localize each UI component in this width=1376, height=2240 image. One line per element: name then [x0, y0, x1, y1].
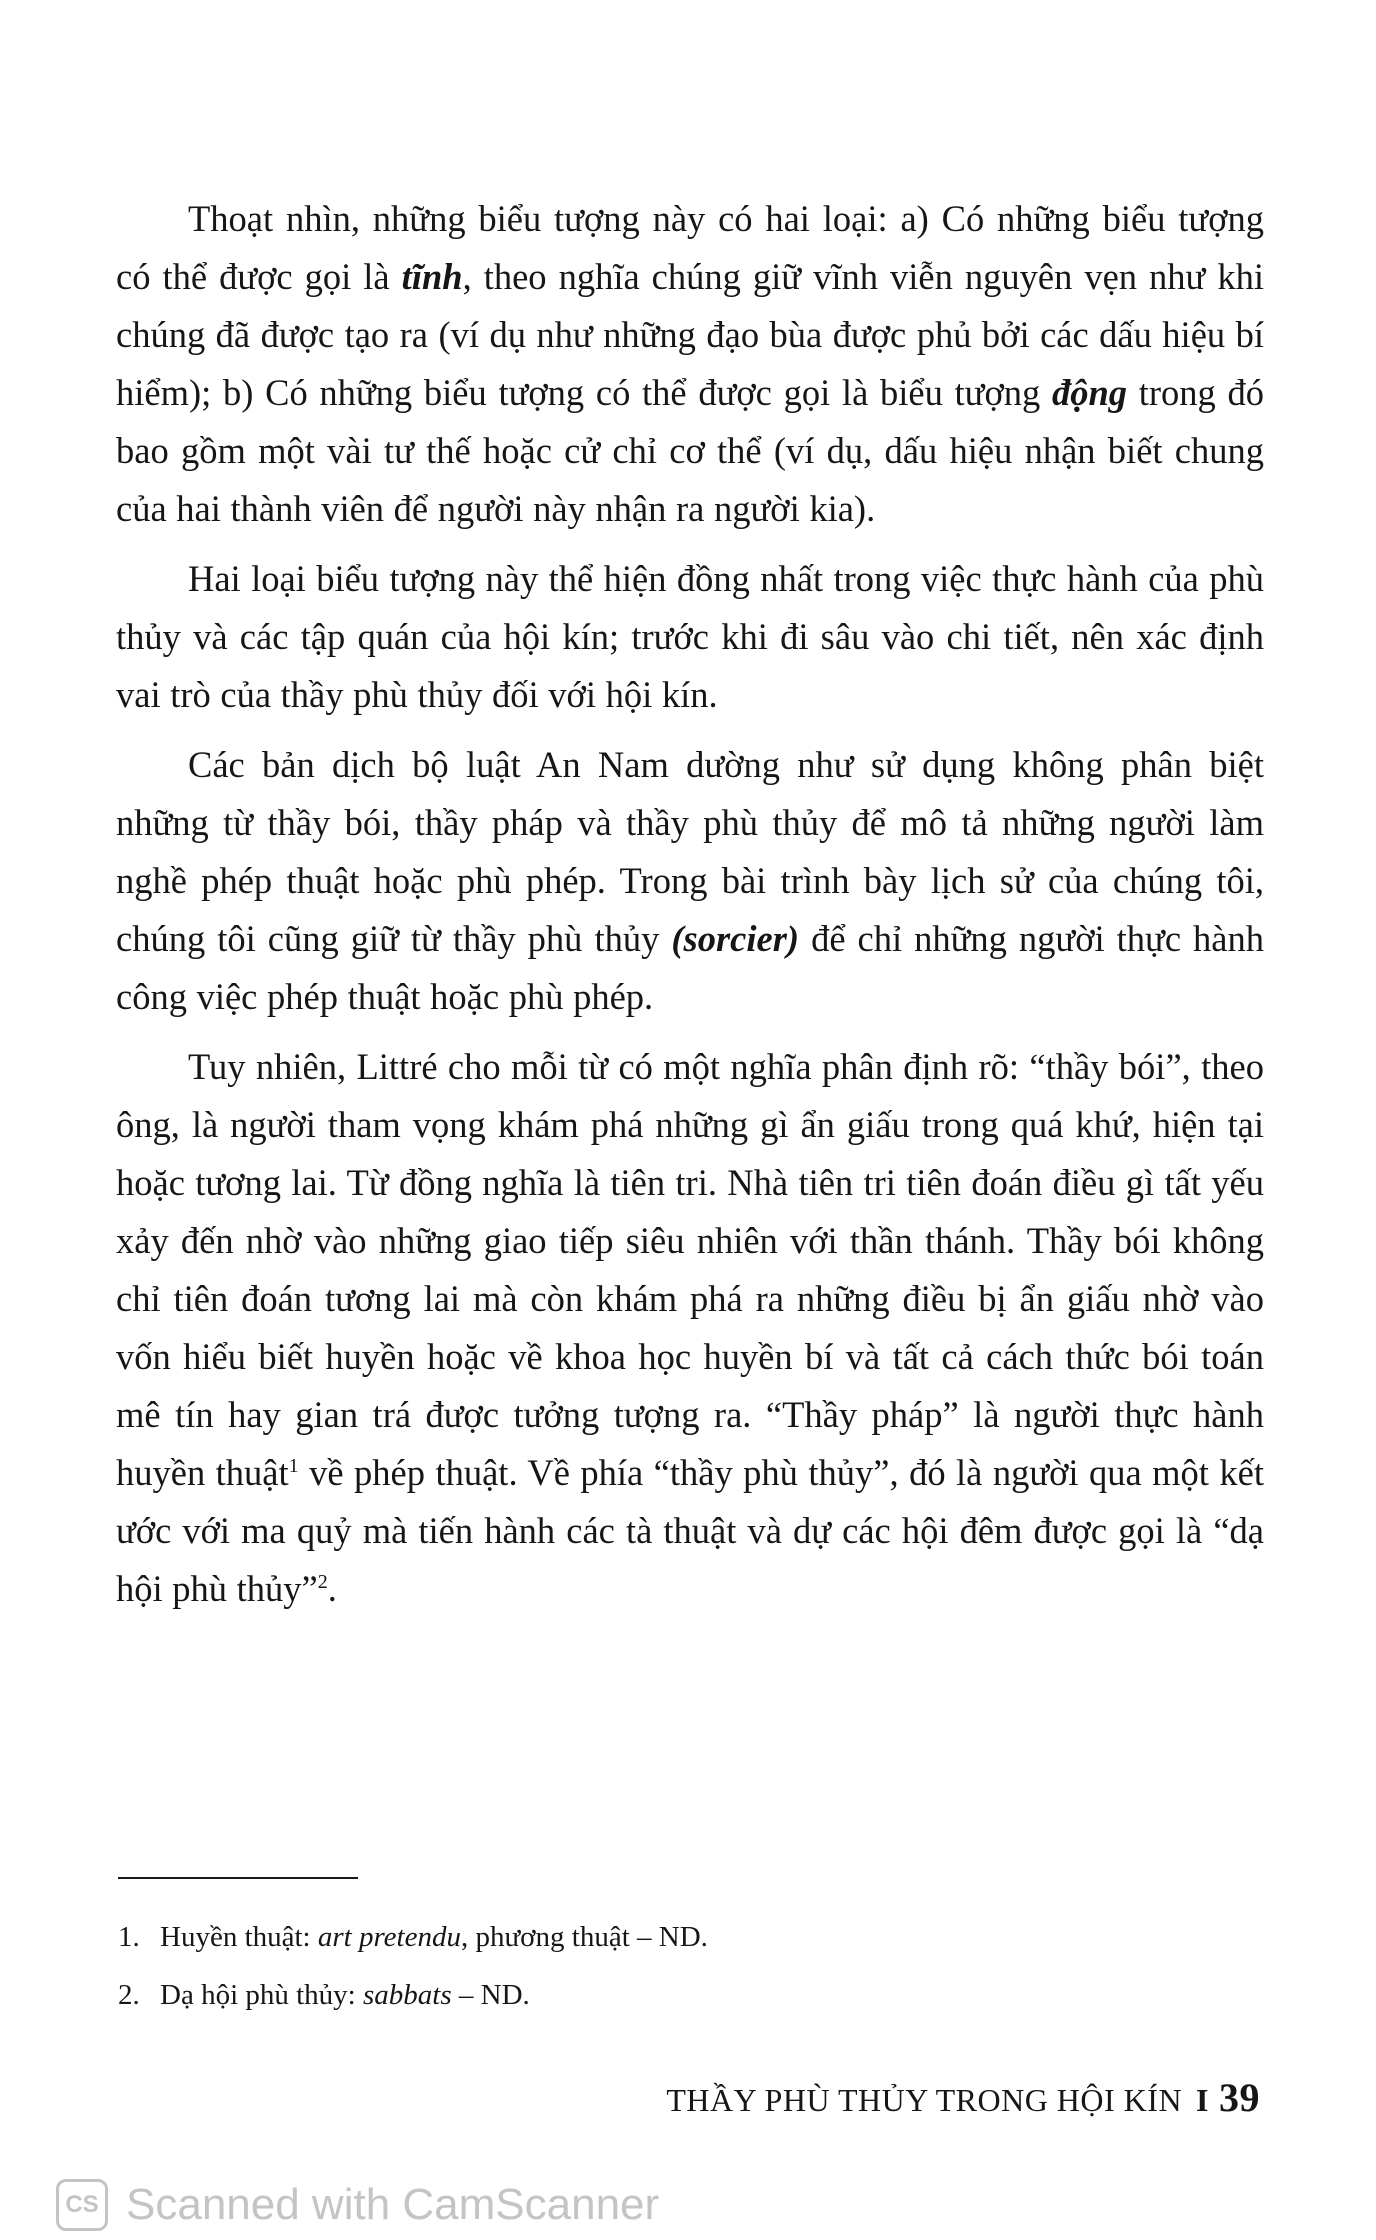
- body-paragraph: [116, 1038, 1264, 1618]
- running-title: THẦY PHÙ THỦY TRONG HỘI KÍN: [666, 2082, 1183, 2118]
- footnote-divider: [118, 1877, 358, 1879]
- page-number: 39: [1219, 2075, 1260, 2120]
- footnote-text: [160, 1979, 530, 2011]
- text-run: Tuy nhiên, Littré cho mỗi từ có một nghĩa phân định rõ: “thầy bói”, theo ông, là người tham vọng khám phá những gì ẩn giấu trong quá khứ, hiện tại hoặc tương lai. Từ đồng nghĩa là tiên tri. Nhà tiên tri tiên đoán điều gì tất yếu xảy đến nhờ vào những giao tiếp siêu nhiên với thần thánh. Thầy bói không chỉ tiên đoán tương lai mà còn khám phá ra những điều bị ẩn giấu nhờ vào vốn hiểu biết huyền hoặc về khoa học huyền bí và tất cả cách thức bói toán mê tín hay gian trá được tưởng tượng ra. “Thầy pháp” là người thực hành huyền thuật: [116, 1046, 1264, 1493]
- text-run: , phương thuật – ND.: [460, 1921, 708, 1953]
- text-run: Hai loại biểu tượng này thể hiện đồng nhất trong việc thực hành của phù thủy và các tập quán của hội kín; trước khi đi sâu vào chi tiết, nên xác định vai trò của thầy phù thủy đối với hội kín.: [116, 558, 1264, 715]
- body-paragraph: [116, 190, 1264, 538]
- emphasized-term: art pretendu: [317, 1921, 461, 1953]
- body-paragraph: [116, 550, 1264, 724]
- footer-separator: I: [1196, 2082, 1209, 2118]
- watermark-text: Scanned with CamScanner: [126, 2180, 660, 2229]
- camscanner-watermark: [56, 2170, 659, 2240]
- emphasized-term: (sorcier): [671, 918, 800, 959]
- body-paragraph: [116, 736, 1264, 1026]
- text-run: – ND.: [451, 1979, 530, 2011]
- text-run: , theo nghĩa chúng giữ vĩnh viễn nguyên vẹn như khi chúng đã được tạo ra (ví dụ như những đạo bùa được phủ bởi các dấu hiệu bí hiểm); b) Có những biểu tượng có thể được gọi là biểu tượng: [116, 256, 1264, 413]
- text-run: Các bản dịch bộ luật An Nam dường như sử dụng không phân biệt những từ thầy bói, thầy pháp và thầy phù thủy để mô tả những người làm nghề phép thuật hoặc phù phép. Trong bài trình bày lịch sử của chúng tôi, chúng tôi cũng giữ từ thầy phù thủy: [116, 744, 1264, 959]
- text-run: Dạ hội phù thủy:: [160, 1979, 363, 2011]
- footnotes: [118, 1915, 1218, 2031]
- emphasized-term: tĩnh: [401, 256, 463, 297]
- running-footer: [666, 2074, 1260, 2124]
- footnote-number: 1.: [118, 1921, 140, 1953]
- footnote-reference: 1: [288, 1454, 299, 1477]
- footnote-text: [160, 1921, 708, 1953]
- text-run: trong đó bao gồm một vài tư thế hoặc cử chỉ cơ thể (ví dụ, dấu hiệu nhận biết chung của hai thành viên để người này nhận ra người kia).: [116, 372, 1264, 529]
- camscanner-logo-icon: CS: [56, 2179, 108, 2231]
- footnote-number: 2.: [118, 1979, 140, 2011]
- page-body: [116, 190, 1264, 1630]
- emphasized-term: động: [1051, 372, 1128, 413]
- text-run: về phép thuật. Về phía “thầy phù thủy”, đó là người qua một kết ước với ma quỷ mà tiến hành các tà thuật và dự các hội đêm được gọi là “dạ hội phù thủy”: [116, 1452, 1265, 1609]
- text-run: .: [327, 1568, 337, 1609]
- emphasized-term: sabbats: [363, 1979, 452, 2011]
- footnote-reference: 2: [317, 1570, 328, 1593]
- text-run: Huyền thuật:: [160, 1921, 318, 1953]
- text-run: Thoạt nhìn, những biểu tượng này có hai loại: a) Có những biểu tượng có thể được gọi là: [116, 198, 1264, 297]
- text-run: để chỉ những người thực hành công việc phép thuật hoặc phù phép.: [116, 918, 1264, 1017]
- footnote: [118, 1973, 1218, 2017]
- footnote: [118, 1915, 1218, 1959]
